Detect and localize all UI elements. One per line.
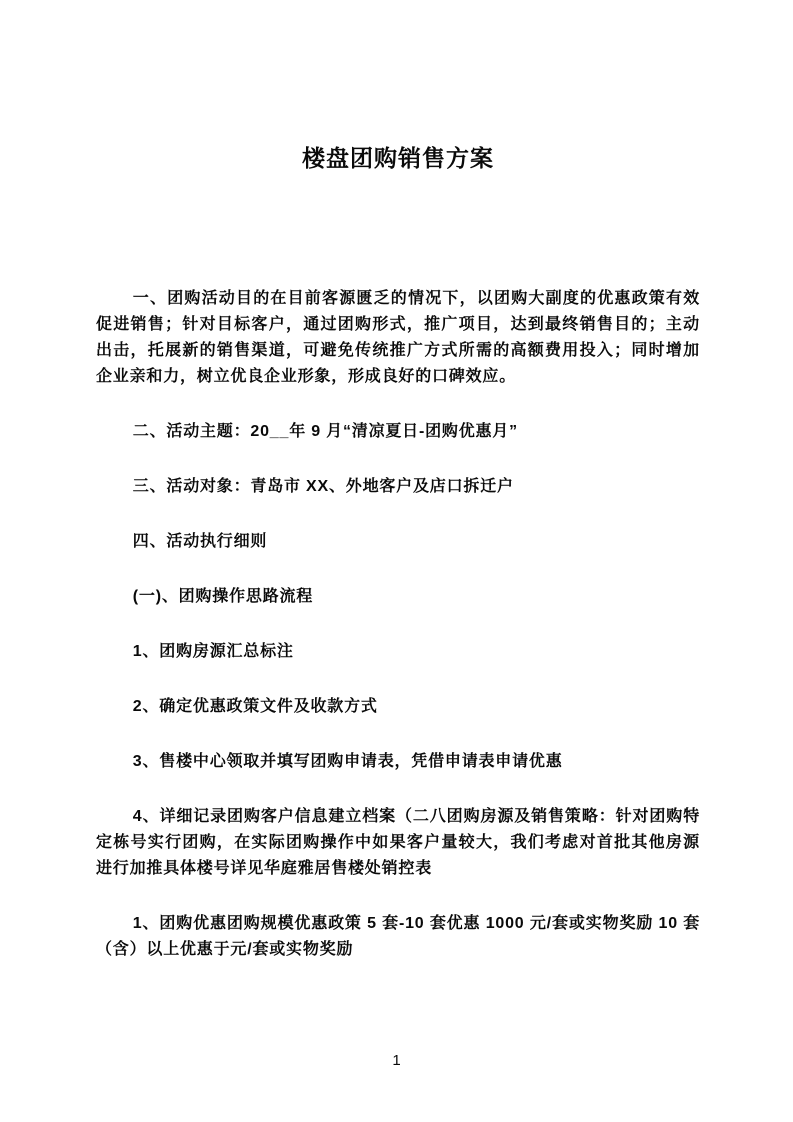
heading-execution-rules: 四、活动执行细则	[132, 533, 268, 550]
paragraph-activity-purpose: 一、团购活动目的在目前客源匮乏的情况下，以团购大副度的优惠政策有效促进销售；针对目标客户，通过团购形式，推广项目，达到最终销售目的；主动出击，托展新的销售渠道，可避免传统推广方式所需的高额费用投入；同时增加企业亲和力，树立优良企业形象，形成良好的口碑效应。	[96, 290, 700, 385]
page-number: 1	[392, 1052, 401, 1069]
list-item-application-form: 3、售楼中心领取并填写团购申请表，凭借申请表申请优惠	[132, 753, 563, 770]
heading-activity-theme: 二、活动主题：20__年 9 月“清凉夏日-团购优惠月”	[132, 423, 518, 440]
heading-operation-process: (一)、团购操作思路流程	[132, 588, 314, 605]
list-item-housing-summary: 1、团购房源汇总标注	[132, 643, 294, 660]
document-title: 楼盘团购销售方案	[302, 145, 494, 171]
document-body	[96, 286, 700, 963]
paragraph-customer-records: 4、详细记录团购客户信息建立档案（二八团购房源及销售策略：针对团购特定栋号实行团购，在实际团购操作中如果客户量较大，我们考虑对首批其他房源进行加推具体楼号详见华庭雅居售楼处销控表	[96, 808, 700, 877]
list-item-policy-payment: 2、确定优惠政策文件及收款方式	[132, 698, 378, 715]
heading-activity-target: 三、活动对象：青岛市 XX、外地客户及店口拆迁户	[132, 478, 514, 495]
paragraph-discount-policy: 1、团购优惠团购规模优惠政策 5 套-10 套优惠 1000 元/套或实物奖励 10 套（含）以上优惠于元/套或实物奖励	[96, 915, 700, 958]
